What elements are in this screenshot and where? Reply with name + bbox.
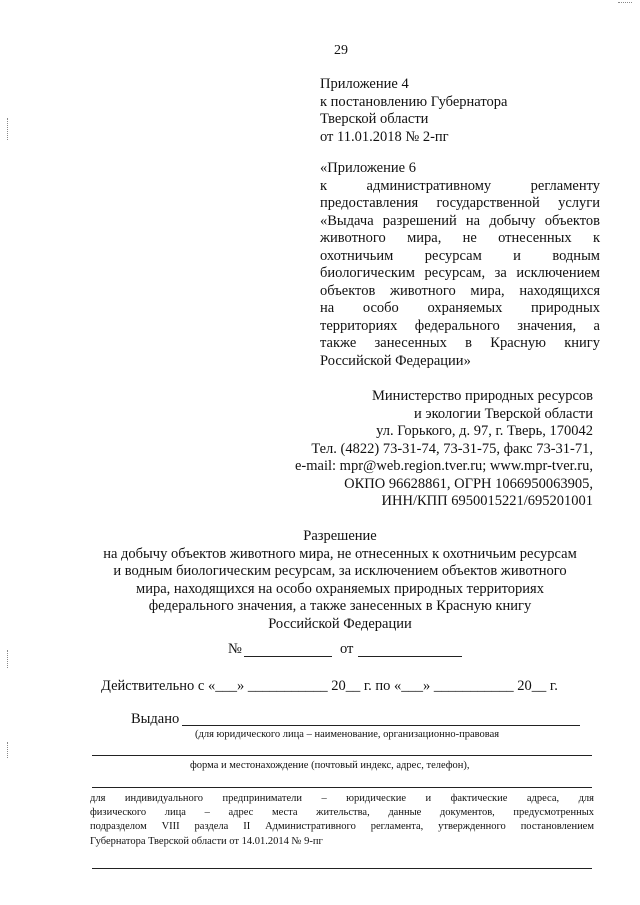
appendix-line: к постановлению Губернатора [320,93,508,110]
caption-form-location: форма и местонахождение (почтовый индекс, адрес, телефон), [190,760,470,771]
ministry-details [260,388,593,511]
regulation-line: биологическим ресурсам, за исключением [320,265,600,281]
appendix-line: от 11.01.2018 № 2-пг [320,128,449,145]
regulation-line: к административному регламенту [320,177,600,194]
title-line: федерального значения, а также занесенных в Красную книгу [148,598,532,615]
ministry-line: ул. Горького, д. 97, г. Тверь, 170042 [376,423,593,439]
issued-to-field-line-4[interactable] [92,868,592,869]
ministry-line: Министерство природных ресурсов [372,388,593,404]
regulation-line: «Приложение 6 [320,160,416,176]
regulation-line: «Выдача разрешений на добычу объектов [320,212,600,229]
footnote-line: подразделом VIII раздела II Административного регламента, утвержденного постановлением [90,821,594,833]
scan-margin-mark [7,650,8,668]
issued-label: Выдано [131,711,180,727]
appendix-header [320,76,600,146]
issued-to-field[interactable] [182,725,580,726]
permit-number-row [228,641,242,658]
page-number: 29 [334,43,348,58]
title-line: мира, находящихся на особо охраняемых природных территориях [136,580,544,597]
regulation-line: Российской Федерации» [320,352,471,369]
title-line: на добычу объектов животного мира, не отнесенных к охотничьим ресурсам [103,545,577,562]
ministry-line: ИНН/КПП 6950015221/695201001 [381,493,593,509]
appendix-line: Тверской области [320,111,429,127]
appendix-line: Приложение 4 [320,76,409,92]
from-label: от [340,641,354,657]
permit-number-field[interactable] [244,656,332,657]
ministry-line: и экологии Тверской области [414,405,593,422]
regulation-line: животного мира, не отнесенных к [320,230,600,246]
ministry-line: e-mail: mpr@web.region.tver.ru; www.mpr-tver.ru, [294,458,593,474]
regulation-line: территориях федерального значения, а [320,317,600,334]
regulation-reference [320,160,600,370]
scan-margin-mark [7,118,8,140]
validity-period: Действительно с «___» ___________ 20__ г. по «___» ___________ 20__ г. [101,678,558,694]
regulation-line: на особо охраняемых природных [320,300,600,316]
title-line: Разрешение [303,528,377,544]
scan-margin-mark [7,742,8,758]
regulation-line: объектов животного мира, находящихся [320,282,600,299]
document-title [80,528,600,634]
number-label: № [228,641,242,657]
footnote-line: Губернатора Тверской области от 14.01.2014 № 9-пг [90,835,323,847]
permit-date-row [340,641,353,658]
footnote [90,792,594,849]
permit-date-field[interactable] [358,656,462,657]
footnote-line: для индивидуального предприниматели – юридические и фактические адреса, для [90,793,594,804]
issued-to-field-line-2[interactable] [92,755,592,756]
footnote-line: физического лица – адрес места жительства, данные документов, предусмотренных [90,807,594,819]
title-line: Российской Федерации [268,615,412,632]
caption-legal-entity: (для юридического лица – наименование, организационно-правовая [195,729,500,740]
title-line: и водным биологическим ресурсам, за исключением объектов животного [113,563,567,580]
ministry-line: Тел. (4822) 73-31-74, 73-31-75, факс 73-31-71, [311,440,593,457]
regulation-line: предоставления государственной услуги [320,195,600,211]
scan-corner-mark [618,2,632,3]
regulation-line: также занесенных в Красную книгу [320,335,600,351]
regulation-line: охотничьим ресурсам и водным [320,247,600,264]
issued-to-field-line-3[interactable] [92,787,592,788]
ministry-line: ОКПО 96628861, ОГРН 1066950063905, [344,475,593,492]
